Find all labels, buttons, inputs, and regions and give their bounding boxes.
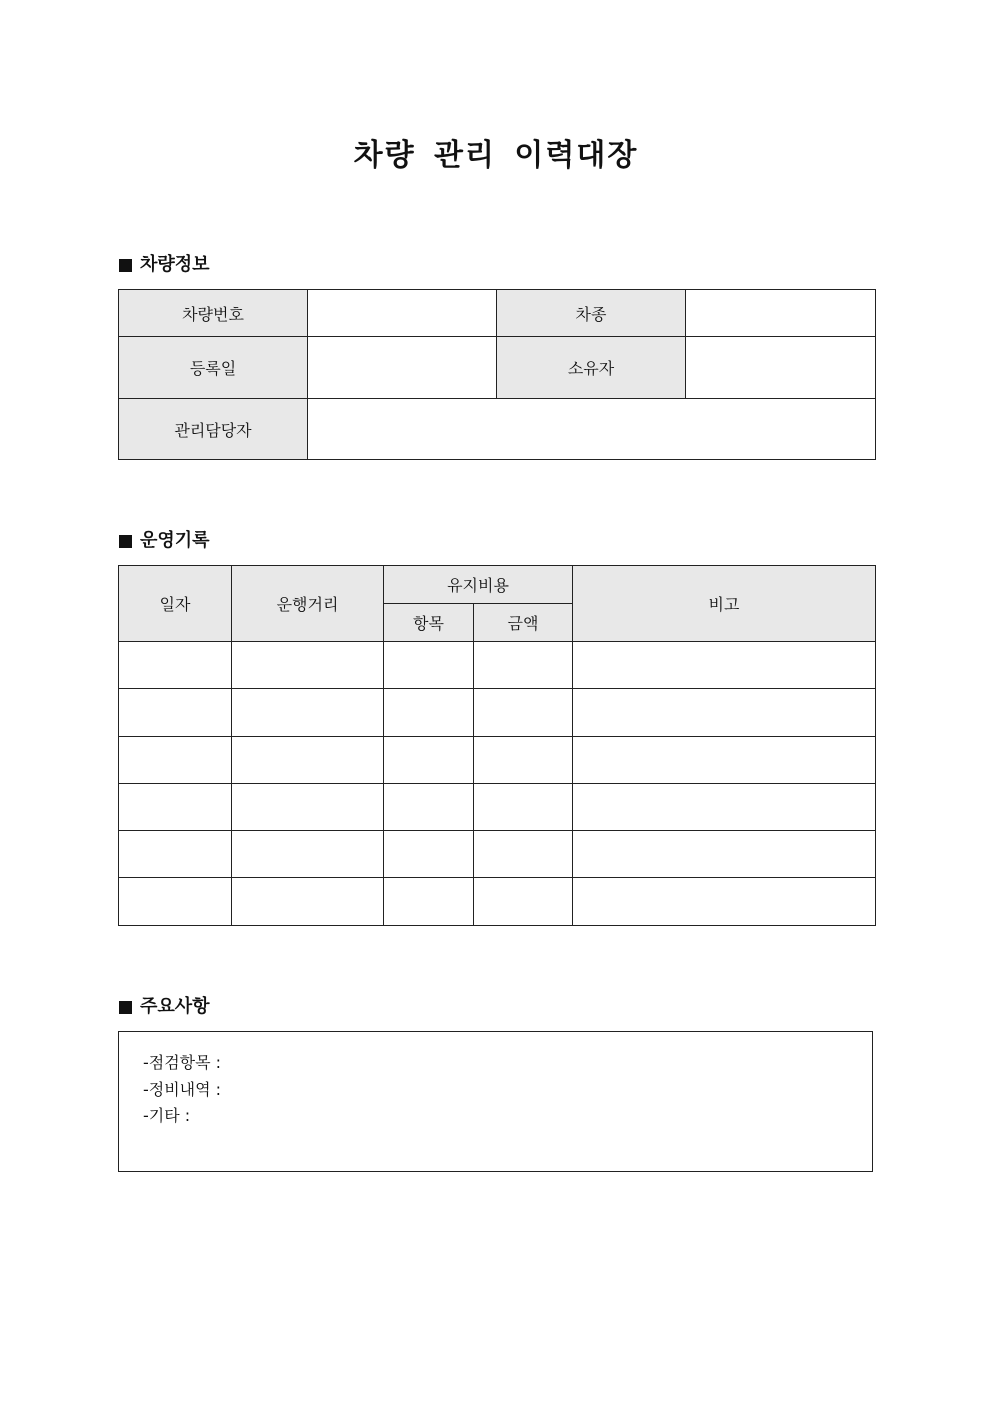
date-cell[interactable] (119, 831, 232, 878)
square-bullet-icon (119, 535, 132, 548)
amount-cell[interactable] (474, 737, 573, 784)
remarks-cell[interactable] (573, 642, 876, 689)
distance-cell[interactable] (232, 642, 384, 689)
vehicle-number-field[interactable] (308, 290, 497, 337)
registration-date-label: 등록일 (119, 337, 308, 399)
item-cell[interactable] (384, 689, 474, 737)
notes-box[interactable] (118, 1031, 873, 1172)
table-row (119, 689, 876, 737)
square-bullet-icon (119, 1001, 132, 1014)
operation-log-heading-label: 운영기록 (140, 530, 210, 551)
operation-log-table (118, 565, 876, 926)
distance-cell[interactable] (232, 878, 384, 926)
amount-cell[interactable] (474, 784, 573, 831)
date-column-header: 일자 (119, 566, 232, 642)
manager-label: 관리담당자 (119, 399, 308, 460)
distance-cell[interactable] (232, 689, 384, 737)
item-cell[interactable] (384, 831, 474, 878)
amount-cell[interactable] (474, 642, 573, 689)
remarks-cell[interactable] (573, 878, 876, 926)
date-cell[interactable] (119, 642, 232, 689)
item-cell[interactable] (384, 642, 474, 689)
item-cell[interactable] (384, 784, 474, 831)
item-cell[interactable] (384, 878, 474, 926)
notes-heading-label: 주요사항 (140, 996, 210, 1017)
item-column-header: 항목 (384, 604, 474, 642)
vehicle-info-heading (119, 253, 210, 277)
vehicle-info-table (118, 289, 876, 460)
date-cell[interactable] (119, 878, 232, 926)
owner-field[interactable] (686, 337, 876, 399)
distance-cell[interactable] (232, 831, 384, 878)
owner-label: 소유자 (497, 337, 686, 399)
date-cell[interactable] (119, 784, 232, 831)
distance-column-header: 운행거리 (232, 566, 384, 642)
remarks-cell[interactable] (573, 689, 876, 737)
maintenance-details-line: -정비내역 : (143, 1079, 222, 1099)
remarks-cell[interactable] (573, 737, 876, 784)
amount-column-header: 금액 (474, 604, 573, 642)
vehicle-type-field[interactable] (686, 290, 876, 337)
manager-field[interactable] (308, 399, 876, 460)
table-row (119, 642, 876, 689)
remarks-cell[interactable] (573, 784, 876, 831)
maintenance-cost-column-header: 유지비용 (384, 566, 573, 604)
other-line: -기타 : (143, 1106, 191, 1125)
amount-cell[interactable] (474, 831, 573, 878)
square-bullet-icon (119, 259, 132, 272)
page-title: 차량 관리 이력대장 (353, 138, 639, 173)
table-row (119, 831, 876, 878)
amount-cell[interactable] (474, 878, 573, 926)
registration-date-field[interactable] (308, 337, 497, 399)
notes-heading (119, 995, 210, 1019)
vehicle-type-label: 차종 (497, 290, 686, 337)
vehicle-info-heading-label: 차량정보 (140, 254, 210, 275)
table-row (119, 737, 876, 784)
vehicle-number-label: 차량번호 (119, 290, 308, 337)
remarks-cell[interactable] (573, 831, 876, 878)
distance-cell[interactable] (232, 737, 384, 784)
date-cell[interactable] (119, 689, 232, 737)
table-row (119, 878, 876, 926)
distance-cell[interactable] (232, 784, 384, 831)
item-cell[interactable] (384, 737, 474, 784)
inspection-items-line: -점검항목 : (143, 1053, 222, 1072)
table-row (119, 784, 876, 831)
operation-log-heading (119, 529, 210, 553)
date-cell[interactable] (119, 737, 232, 784)
remarks-column-header: 비고 (573, 566, 876, 642)
amount-cell[interactable] (474, 689, 573, 737)
